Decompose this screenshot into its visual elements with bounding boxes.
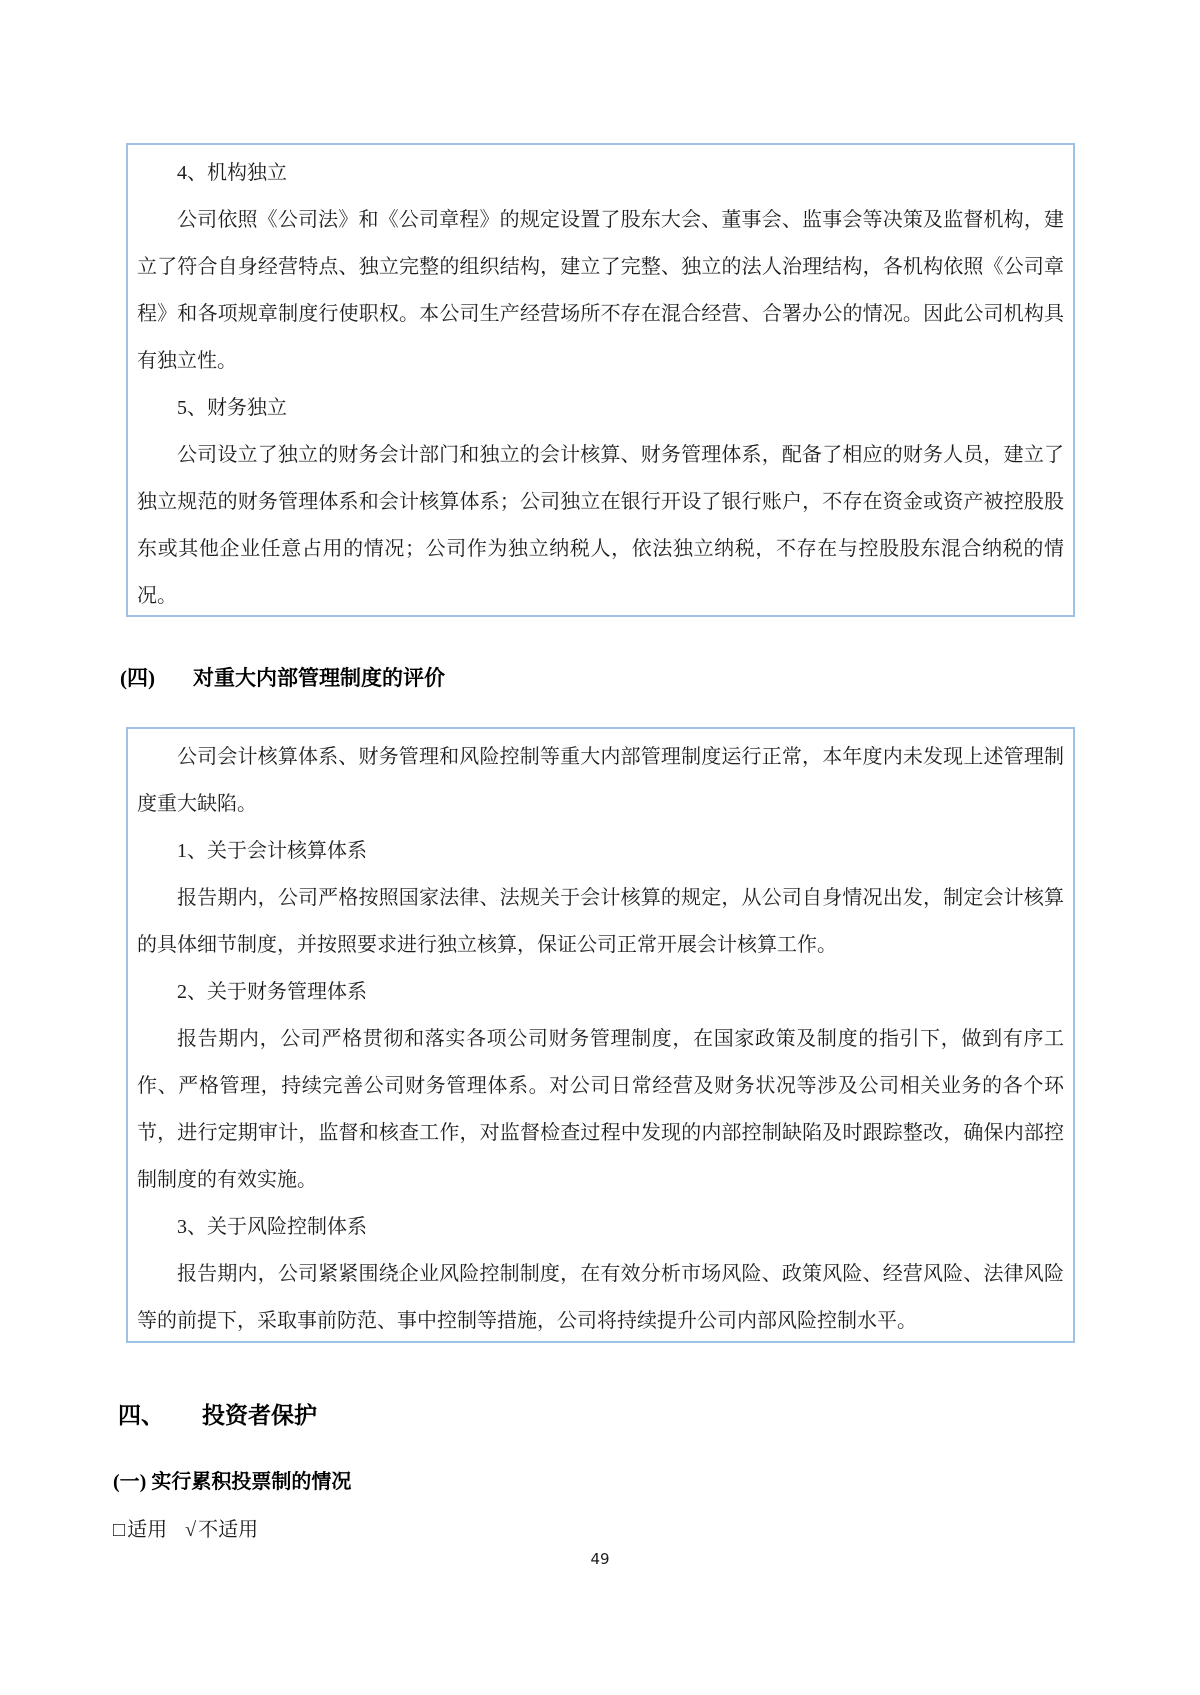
checkmark-icon: √ — [185, 1519, 197, 1541]
paragraph-financial-management: 报告期内，公司严格贯彻和落实各项公司财务管理制度，在国家政策及制度的指引下，做到有序工作、严格管理，持续完善公司财务管理体系。对公司日常经营及财务状况等涉及公司相关业务的各个环节，进行定期审计，监督和核查工作，对监督检查过程中发现的内部控制缺陷及时跟踪整改，确保内部控制制度的有效实施。 — [137, 1028, 1064, 1191]
applicable-label: 适用 — [127, 1519, 168, 1541]
section-heading-internal-management-evaluation — [120, 663, 445, 693]
subsection-heading-org-independence: 4、机构独立 — [177, 162, 287, 184]
section-title: 对重大内部管理制度的评价 — [193, 666, 445, 690]
paragraph-risk-control: 报告期内，公司紧紧围绕企业风险控制制度，在有效分析市场风险、政策风险、经营风险、法律风险等的前提下，采取事前防范、事中控制等措施，公司将持续提升公司内部风险控制水平。 — [137, 1263, 1064, 1332]
not-applicable-label: 不适用 — [198, 1519, 259, 1541]
chapter-number: 四、 — [118, 1403, 164, 1428]
subsection-heading-financial-management: 2、关于财务管理体系 — [177, 981, 367, 1003]
checkbox-unchecked-icon: □ — [113, 1519, 126, 1541]
internal-management-evaluation-box — [126, 727, 1075, 1343]
applicability-line — [113, 1516, 258, 1544]
section-number: (四) — [120, 666, 155, 690]
paragraph-org-independence: 公司依照《公司法》和《公司章程》的规定设置了股东大会、董事会、监事会等决策及监督机构，建立了符合自身经营特点、独立完整的组织结构，建立了完整、独立的法人治理结构，各机构依照《公司章程》和各项规章制度行使职权。本公司生产经营场所不存在混合经营、合署办公的情况。因此公司机构具有独立性。 — [137, 209, 1064, 372]
chapter-title: 投资者保护 — [202, 1403, 317, 1428]
chapter-heading-investor-protection — [118, 1400, 317, 1432]
page-number: 49 — [590, 1550, 610, 1568]
independence-text-box — [126, 143, 1075, 617]
paragraph-financial-independence: 公司设立了独立的财务会计部门和独立的会计核算、财务管理体系，配备了相应的财务人员，建立了独立规范的财务管理体系和会计核算体系；公司独立在银行开设了银行账户，不存在资金或资产被控股股东或其他企业任意占用的情况；公司作为独立纳税人，依法独立纳税，不存在与控股股东混合纳税的情况。 — [137, 444, 1064, 607]
subsection-heading-risk-control: 3、关于风险控制体系 — [177, 1216, 367, 1238]
sub-heading-cumulative-voting: (一) 实行累积投票制的情况 — [113, 1471, 352, 1493]
subsection-heading-financial-independence: 5、财务独立 — [177, 397, 287, 419]
paragraph-evaluation-intro: 公司会计核算体系、财务管理和风险控制等重大内部管理制度运行正常，本年度内未发现上述管理制度重大缺陷。 — [137, 746, 1064, 815]
subsection-heading-accounting-system: 1、关于会计核算体系 — [177, 840, 367, 862]
paragraph-accounting-system: 报告期内，公司严格按照国家法律、法规关于会计核算的规定，从公司自身情况出发，制定会计核算的具体细节制度，并按照要求进行独立核算，保证公司正常开展会计核算工作。 — [137, 887, 1064, 956]
